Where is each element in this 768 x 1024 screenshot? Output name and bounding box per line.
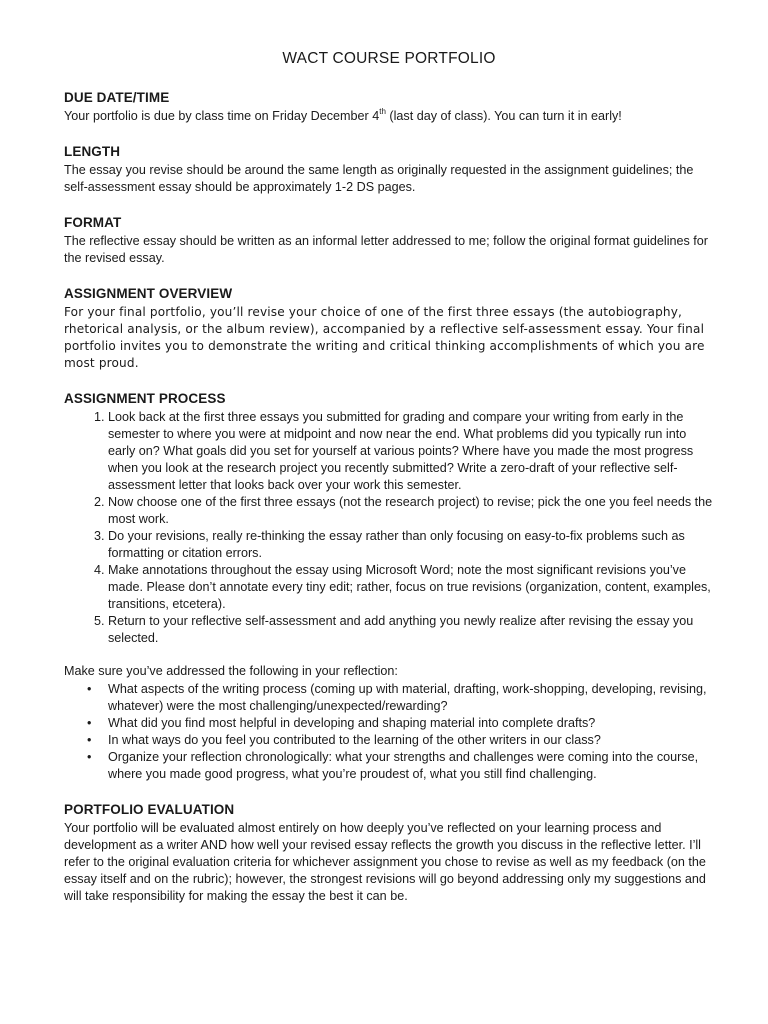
format-text: The reflective essay should be written as an informal letter addressed to me; follow the original format guidelines for the revised essay. (64, 234, 709, 265)
reflection-intro: Make sure you’ve addressed the following in your reflection: (64, 664, 398, 678)
reflection-bullet-item (87, 681, 714, 715)
process-step: 4. Make annotations throughout the essay using Microsoft Word; note the most significant revisions you’ve made. Please don’t annotate every tiny edit; rather, focus on true revisions (organization, content, examples, transitions, etcetera). (108, 562, 714, 613)
length-heading: LENGTH (64, 144, 121, 159)
process-heading: ASSIGNMENT PROCESS (64, 391, 226, 406)
due-section (64, 90, 714, 125)
reflection-bullet-item (87, 732, 714, 749)
overview-section (64, 286, 714, 372)
overview-text: For your final portfolio, you’ll revise your choice of one of the first three essays (the autobiography, rhetorical analysis, or the album review), accompanied by a reflective self-assessment essay. Your final portfolio invites you to demonstrate the writing and critical thinking accomplishments of which you are most proud. (64, 305, 705, 370)
overview-heading: ASSIGNMENT OVERVIEW (64, 286, 233, 301)
process-step: 1. Look back at the first three essays you submitted for grading and compare your writing from early in the semester to where you were at midpoint and now near the end. What problems did you typically run into early on? What goals did you set for yourself at various points? Where have you made the most progress when you look at the research project you recently submitted? Write a zero-draft of your reflective self-assessment letter that looks back over your work this semester. (108, 409, 714, 494)
reflection-bullet-text: What did you find most helpful in developing and shaping material into complete drafts? (108, 716, 596, 730)
due-text-before: Your portfolio is due by class time on Friday December 4 (64, 109, 380, 123)
process-step: 5. Return to your reflective self-assessment and add anything you newly realize after revising the essay you selected. (108, 613, 714, 647)
process-section (64, 391, 714, 783)
due-text-after: (last day of class). You can turn it in early! (385, 109, 622, 123)
reflection-bullet-item (87, 715, 714, 732)
format-heading: FORMAT (64, 215, 122, 230)
due-heading: DUE DATE/TIME (64, 90, 170, 105)
due-superscript: th (379, 107, 386, 116)
process-steps-list (64, 409, 714, 647)
reflection-bullet-text: In what ways do you feel you contributed to the learning of the other writers in our class? (108, 733, 601, 747)
document-page (64, 50, 714, 905)
evaluation-heading: PORTFOLIO EVALUATION (64, 802, 235, 817)
evaluation-section (64, 802, 714, 905)
evaluation-text: Your portfolio will be evaluated almost entirely on how deeply you’ve reflected on your learning process and development as a writer AND how well your revised essay reflects the growth you discuss in the reflective letter. I’ll refer to the original evaluation criteria for whichever assignment you chose to revise as well as my feedback (on the essay itself and on the rubric); however, the strongest revisions will go beyond addressing only my suggestions and will take responsibility for making the essay the best it can be. (64, 821, 706, 903)
format-section (64, 215, 714, 267)
reflection-bullet-list (64, 681, 714, 783)
reflection-bullet-text: What aspects of the writing process (coming up with material, drafting, work-shopping, developing, revising, whatever) were the most challenging/unexpected/rewarding? (108, 682, 707, 713)
bullet-icon: • (87, 750, 92, 764)
page-title: WACT COURSE PORTFOLIO (282, 50, 496, 67)
due-text (64, 108, 714, 125)
reflection-bullet-text: Organize your reflection chronologically: what your strengths and challenges were coming into the course, where you made good progress, what you’re proudest of, what you still find challenging. (108, 750, 699, 781)
bullet-icon: • (87, 733, 92, 747)
bullet-icon: • (87, 682, 92, 696)
process-step: 3. Do your revisions, really re-thinking the essay rather than only focusing on easy-to-fix problems such as formatting or citation errors. (108, 528, 714, 562)
process-step: 2. Now choose one of the first three essays (not the research project) to revise; pick the one you feel needs the most work. (108, 494, 714, 528)
reflection-bullet-item (87, 749, 714, 783)
bullet-icon: • (87, 716, 92, 730)
length-text: The essay you revise should be around the same length as originally requested in the assignment guidelines; the self-assessment essay should be approximately 1-2 DS pages. (64, 163, 694, 194)
length-section (64, 144, 714, 196)
